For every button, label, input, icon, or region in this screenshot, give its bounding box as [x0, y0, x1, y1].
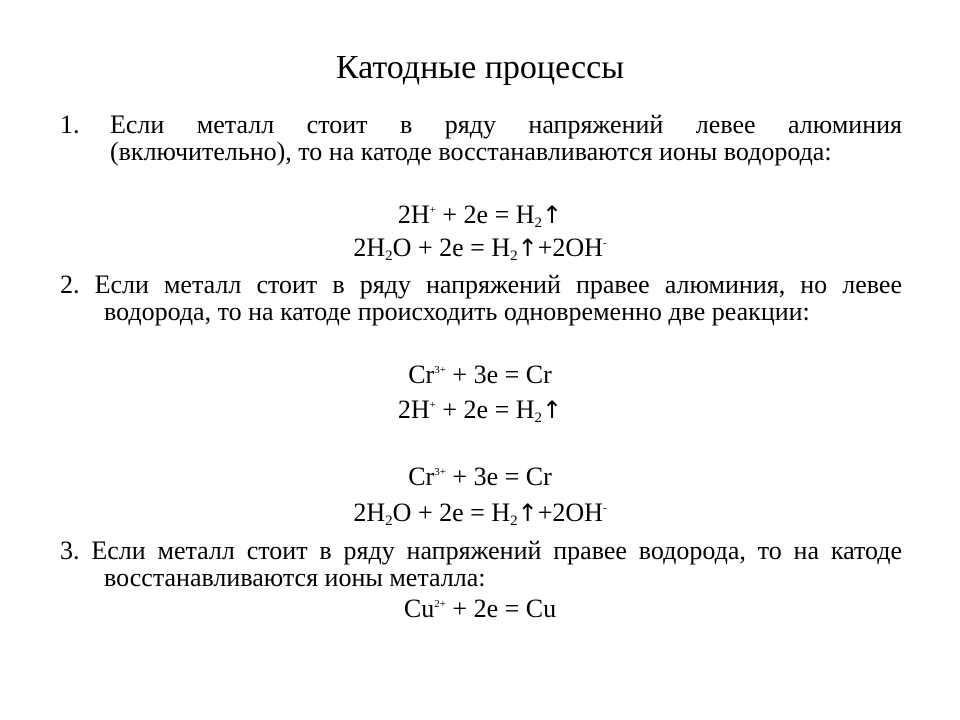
- equation-6-index: 2: [510, 513, 518, 529]
- equation-2-index: 2: [385, 248, 393, 264]
- gas-arrow-icon: ↑: [542, 201, 563, 229]
- equation-6-part: O + 2e = H: [392, 498, 511, 527]
- equation-3-part: Cr: [408, 360, 435, 389]
- equation-2-index: 2: [510, 248, 518, 264]
- equation-1-index: 2: [534, 215, 543, 231]
- equation-7-charge: 2+: [434, 598, 446, 610]
- equation-7: [0, 594, 960, 624]
- equation-6-part: +2OH: [537, 498, 603, 527]
- slide-title: Катодные процессы: [335, 49, 625, 86]
- equation-2-part: 2H: [353, 233, 386, 262]
- equation-1-charge: +: [429, 204, 436, 216]
- equation-1: [0, 200, 960, 230]
- section-1-text: Если металл стоит в ряду напряжений левее алюминия (включительно), то на катоде восстанавливаются ионы водорода:: [110, 110, 902, 166]
- equation-4: [0, 395, 960, 425]
- section-1: [60, 111, 902, 165]
- equation-2-charge: -: [602, 237, 607, 249]
- gas-arrow-icon: ↑: [517, 234, 538, 262]
- equation-7-part: + 2e = Cu: [445, 594, 557, 623]
- equation-1-part: 2H: [397, 200, 430, 229]
- section-3: [60, 537, 902, 591]
- equation-3-charge: 3+: [434, 364, 446, 376]
- section-2-text: 2. Если металл стоит в ряду напряжений правее алюминия, но левее водорода, то на катоде происходить одновременно две реакции:: [60, 270, 902, 326]
- equation-4-part: 2H: [397, 395, 430, 424]
- equation-1-part: + 2e = H: [435, 200, 535, 229]
- equation-2-part: O + 2e = H: [392, 233, 511, 262]
- section-1-number: 1.: [60, 110, 80, 139]
- equation-6-charge: -: [602, 502, 607, 514]
- equation-2-part: +2OH: [537, 233, 603, 262]
- equation-5-charge: 3+: [434, 466, 446, 478]
- equation-5: [0, 462, 960, 492]
- equation-7-part: Cu: [403, 594, 435, 623]
- equation-6-index: 2: [385, 513, 393, 529]
- equation-6-part: 2H: [353, 498, 386, 527]
- equation-2: [0, 233, 960, 263]
- equation-4-part: + 2e = H: [435, 395, 535, 424]
- equation-4-index: 2: [534, 410, 543, 426]
- equation-3: [0, 360, 960, 390]
- equation-5-part: Cr: [408, 462, 435, 491]
- equation-6: [0, 498, 960, 528]
- section-2: [60, 271, 902, 325]
- section-3-text: 3. Если металл стоит в ряду напряжений правее водорода, то на катоде восстанавливаются ионы металла:: [60, 536, 902, 592]
- gas-arrow-icon: ↑: [517, 499, 538, 527]
- equation-3-part: + 3e = Cr: [445, 360, 552, 389]
- equation-4-charge: +: [429, 399, 436, 411]
- equation-5-part: + 3e = Cr: [445, 462, 552, 491]
- gas-arrow-icon: ↑: [542, 396, 563, 424]
